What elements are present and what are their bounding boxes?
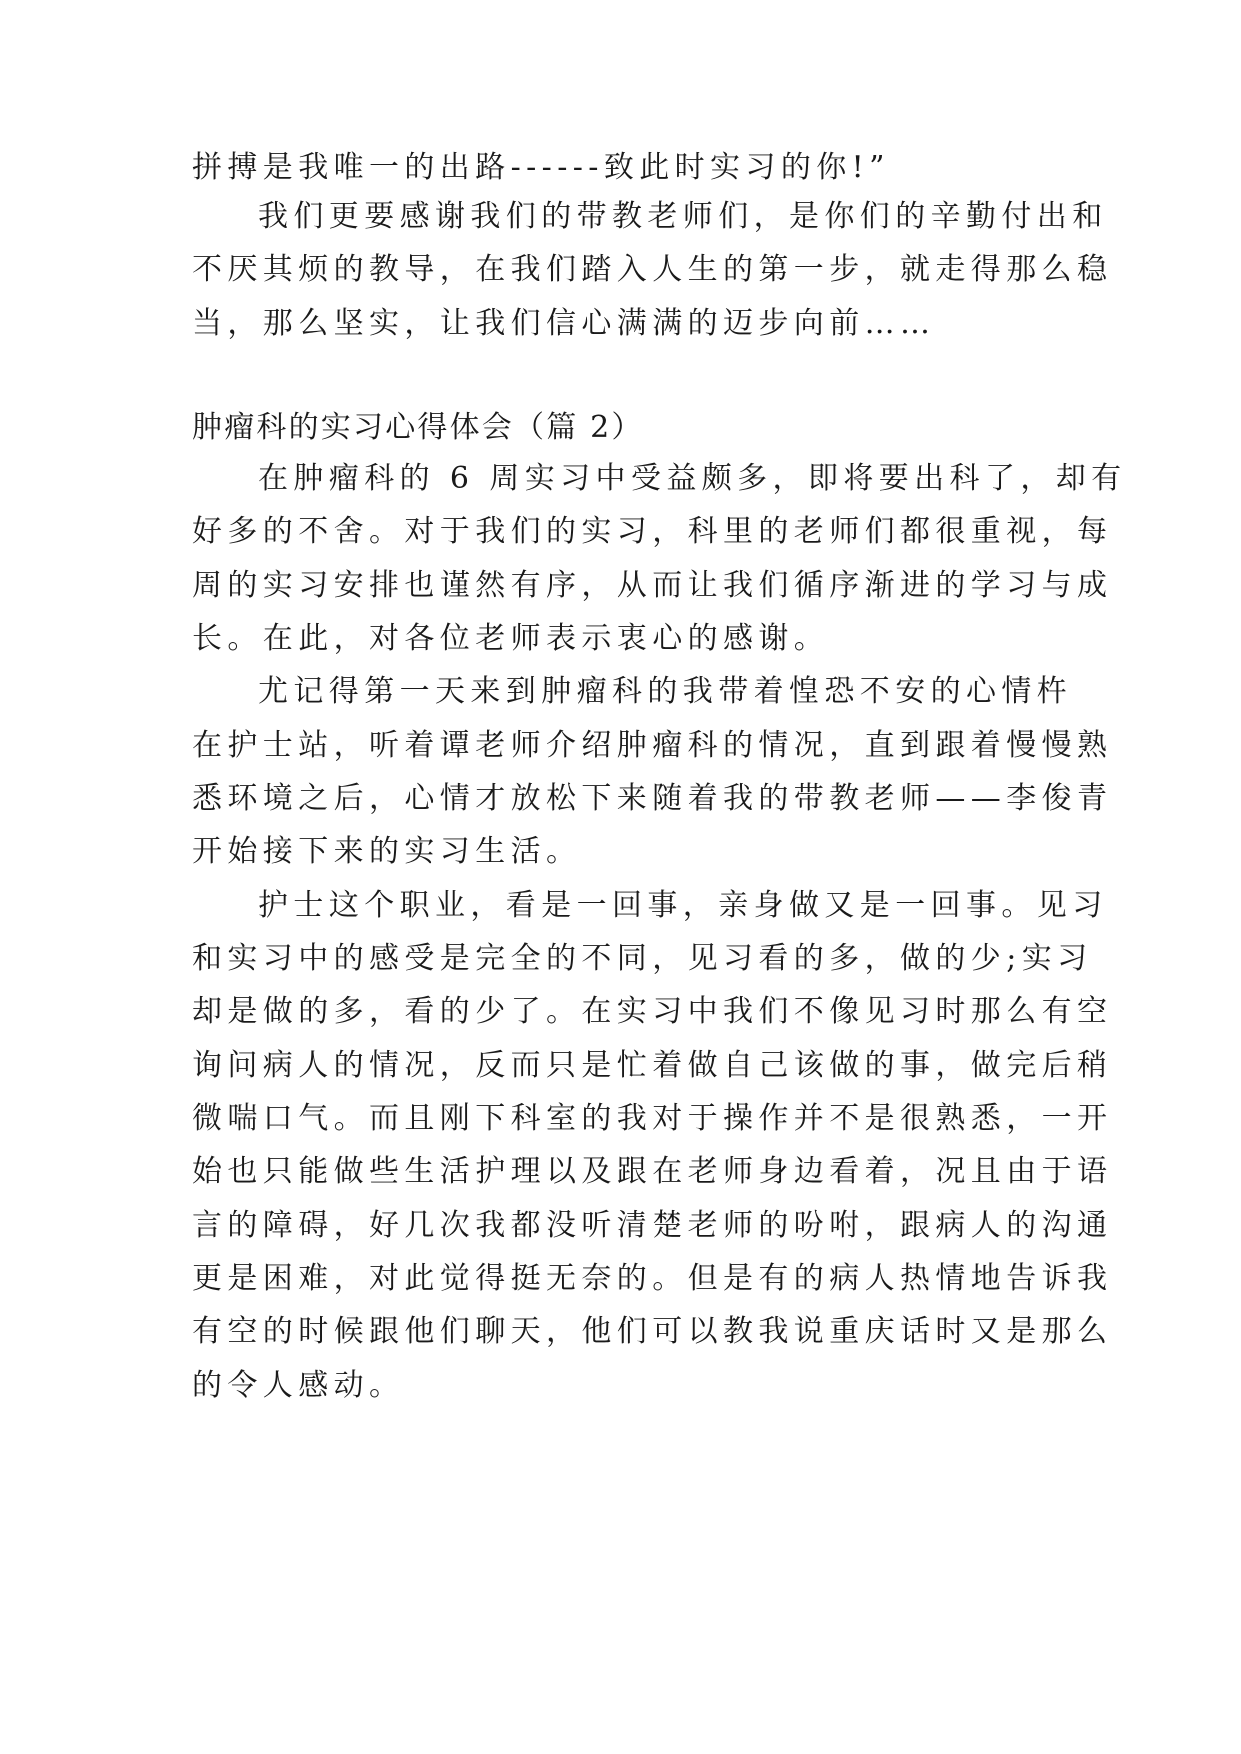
paragraph-2-line-4: 开始接下来的实习生活。 bbox=[192, 834, 582, 869]
paragraph-3-line-7: 言的障碍，好几次我都没听清楚老师的吩咐，跟病人的沟通 bbox=[192, 1208, 1113, 1243]
paragraph-1-line-2: 好多的不舍。对于我们的实习，科里的老师们都很重视，每 bbox=[192, 514, 1113, 549]
thanks-paragraph-line-1: 我们更要感谢我们的带教老师们，是你们的辛勤付出和 bbox=[258, 199, 1108, 234]
paragraph-1-line-3: 周的实习安排也谨然有序，从而让我们循序渐进的学习与成 bbox=[192, 568, 1113, 603]
paragraph-1-line-1: 在肿瘤科的 6 周实习中受益颇多，即将要出科了，却有 bbox=[258, 461, 1127, 496]
thanks-paragraph-line-2: 不厌其烦的教导，在我们踏入人生的第一步，就走得那么稳 bbox=[192, 252, 1113, 287]
paragraph-3-line-9: 有空的时候跟他们聊天，他们可以教我说重庆话时又是那么 bbox=[192, 1314, 1113, 1349]
paragraph-3-line-4: 询问病人的情况，反而只是忙着做自己该做的事，做完后稍 bbox=[192, 1048, 1113, 1083]
paragraph-3-line-6: 始也只能做些生活护理以及跟在老师身边看着，况且由于语 bbox=[192, 1154, 1113, 1189]
paragraph-3-line-8: 更是困难，对此觉得挺无奈的。但是有的病人热情地告诉我 bbox=[192, 1261, 1113, 1296]
paragraph-3-line-5: 微喘口气。而且刚下科室的我对于操作并不是很熟悉，一开 bbox=[192, 1101, 1113, 1136]
paragraph-2-line-2: 在护士站，听着谭老师介绍肿瘤科的情况，直到跟着慢慢熟 bbox=[192, 728, 1113, 763]
paragraph-3-line-10: 的令人感动。 bbox=[192, 1368, 405, 1403]
paragraph-2-line-3: 悉环境之后，心情才放松下来随着我的带教老师——李俊青 bbox=[192, 781, 1113, 816]
continuation-line-1: 拼搏是我唯一的出路------致此时实习的你!” bbox=[192, 150, 890, 185]
paragraph-3-line-1: 护士这个职业，看是一回事，亲身做又是一回事。见习 bbox=[258, 888, 1108, 923]
paragraph-2-line-1: 尤记得第一天来到肿瘤科的我带着惶恐不安的心情杵 bbox=[258, 674, 1073, 709]
paragraph-1-line-4: 长。在此，对各位老师表示衷心的感谢。 bbox=[192, 621, 830, 656]
paragraph-3-line-2: 和实习中的感受是完全的不同，见习看的多，做的少;实习 bbox=[192, 941, 1093, 976]
section-title: 肿瘤科的实习心得体会（篇 2） bbox=[192, 410, 644, 445]
thanks-paragraph-line-3: 当，那么坚实，让我们信心满满的迈步向前…… bbox=[192, 306, 936, 341]
paragraph-3-line-3: 却是做的多，看的少了。在实习中我们不像见习时那么有空 bbox=[192, 994, 1113, 1029]
